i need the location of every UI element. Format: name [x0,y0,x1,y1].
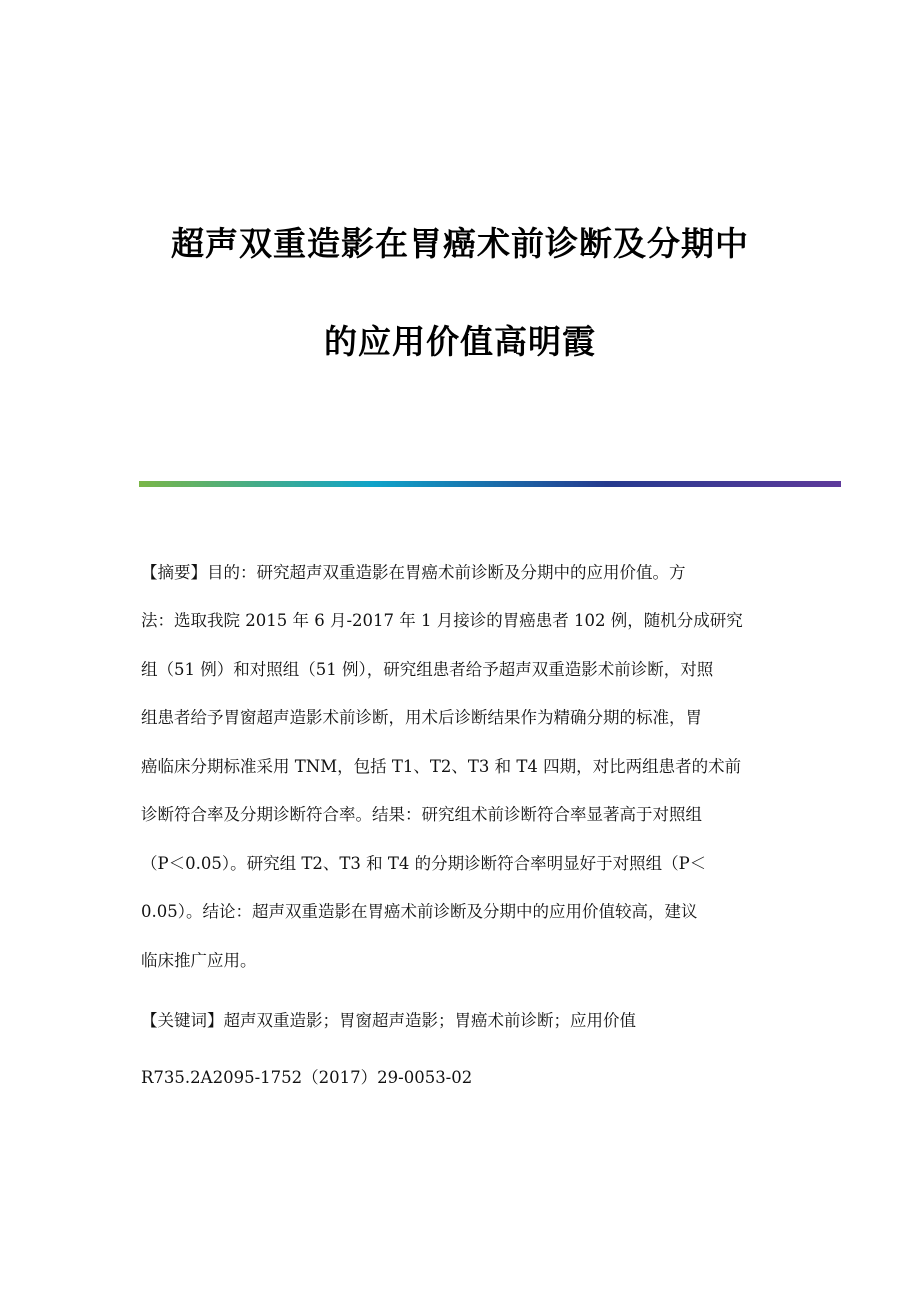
abstract-line: 组患者给予胃窗超声造影术前诊断，用术后诊断结果作为精确分期的标准，胃 [141,708,702,727]
abstract-line: 法：选取我院 2015 年 6 月-2017 年 1 月接诊的胃癌患者 102 例，随机分成研究 [141,611,743,630]
keywords-line: 【关键词】超声双重造影；胃窗超声造影；胃癌术前诊断；应用价值 [141,1011,636,1030]
abstract-line: 诊断符合率及分期诊断符合率。结果：研究组术前诊断符合率显著高于对照组 [141,805,702,824]
abstract-line: 癌临床分期标准采用 TNM，包括 T1、T2、T3 和 T4 四期，对比两组患者的术前 [141,757,742,776]
classification-code: R735.2A2095-1752（2017）29-0053-02 [141,1068,473,1087]
abstract-line: 临床推广应用。 [141,951,257,970]
document-title-line-2: 的应用价值高明霞 [324,322,596,361]
abstract-line: 【摘要】目的：研究超声双重造影在胃癌术前诊断及分期中的应用价值。方 [141,563,686,582]
document-title-line-1: 超声双重造影在胃癌术前诊断及分期中 [171,224,749,263]
abstract-line: （P＜0.05）。研究组 T2、T3 和 T4 的分期诊断符合率明显好于对照组（P＜ [141,854,707,873]
abstract-line: 组（51 例）和对照组（51 例），研究组患者给予超声双重造影术前诊断，对照 [141,660,714,679]
abstract-line: 0.05）。结论：超声双重造影在胃癌术前诊断及分期中的应用价值较高，建议 [141,902,698,921]
gradient-divider [139,481,841,487]
